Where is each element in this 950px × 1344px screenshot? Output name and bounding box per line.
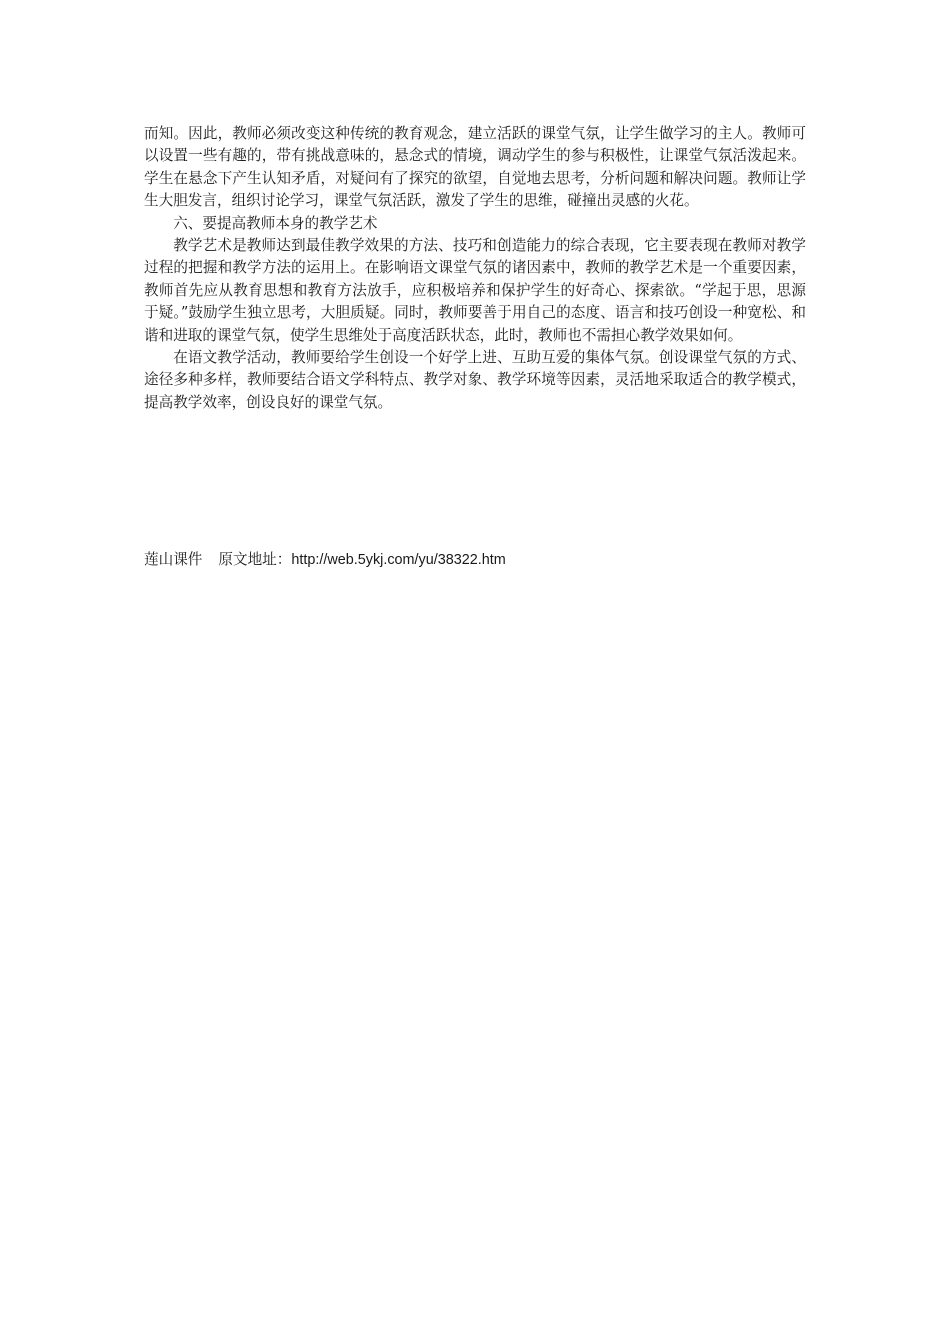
source-url[interactable]: http://web.5ykj.com/yu/38322.htm xyxy=(291,552,506,568)
paragraph-teaching-art: 教学艺术是教师达到最佳教学效果的方法、技巧和创造能力的综合表现，它主要表现在教师对教学过程的把握和教学方法的运用上。在影响语文课堂气氛的诸因素中，教师的教学艺术是一个重要因素，教师首先应从教育思想和教育方法放手，应积极培养和保护学生的好奇心、探索欲。“学起于思，思源于疑。”鼓励学生独立思考，大胆质疑。同时，教师要善于用自己的态度、语言和技巧创设一种宽松、和谐和进取的课堂气氛，使学生思维处于高度活跃状态，此时，教师也不需担心教学效果如何。 xyxy=(144,237,806,344)
document-body xyxy=(144,123,806,414)
url-label: 原文地址： xyxy=(218,551,292,568)
paragraph-continued: 而知。因此，教师必须改变这种传统的教育观念，建立活跃的课堂气氛，让学生做学习的主人。教师可以设置一些有趣的，带有挑战意味的，悬念式的情境，调动学生的参与积极性，让课堂气氛活泼起来。学生在悬念下产生认知矛盾，对疑问有了探究的欲望，自觉地去思考，分析问题和解决问题。教师让学生大胆发言，组织讨论学习，课堂气氛活跃，激发了学生的思维，碰撞出灵感的火花。 xyxy=(144,125,806,210)
paragraph-conclusion: 在语文教学活动，教师要给学生创设一个好学上进、互助互爱的集体气氛。创设课堂气氛的方式、途径多种多样，教师要结合语文学科特点、教学对象、教学环境等因素，灵活地采取适合的教学模式，提高教学效率，创设良好的课堂气氛。 xyxy=(144,349,806,411)
source-footer xyxy=(144,549,806,571)
source-name: 莲山课件 xyxy=(144,551,203,568)
section-heading: 六、要提高教师本身的教学艺术 xyxy=(173,214,378,232)
